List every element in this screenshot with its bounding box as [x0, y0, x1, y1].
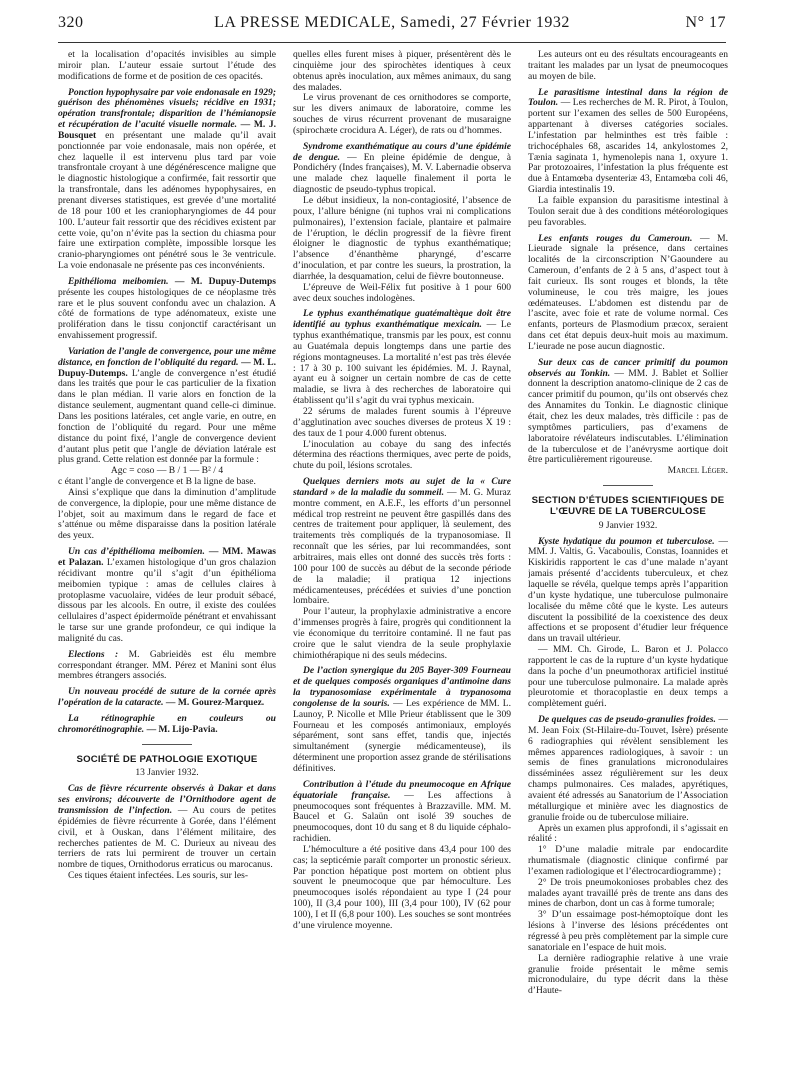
paragraph: Après un examen plus approfondi, il s’agissait en réalité :: [528, 822, 728, 845]
paragraph: Quelques derniers mots au sujet de la « Cure standard » de la maladie du sommeil. — M. G. Muraz montre comment, en A.E.F., les efforts d’un personnel médical trop restreint ne peuvent être gaspillés dans des centres de traitement pour appliquer, là seulement, des traitements très compliqués de la trypanosomiase. Il reconnaît que les séries, par lui recommandées, sont arbitraires, mais elles ont donné des succès très forts : 100 pour 100 de succès au début de la seconde période de la maladie; il pratiqua 12 injections médicamenteuses, précédées et suivies d’une ponction lombaire.: [293, 476, 511, 607]
paragraph: c étant l’angle de convergence et B la ligne de base.: [58, 476, 256, 488]
paragraph: Le parasitisme intestinal dans la région de Toulon. — Les recherches de M. R. Pirot, à Toulon, portent sur l’examen des selles de 500 Européens, appartenant à diverses catégories sociales. L’infestation par helminthes est très faible : trichocéphales 68, ascarides 14, ankylostomes 2, Tænia saginata 1, hymenolepis nana 1, oxyure 1. Par protozoaires, l’infestation la plus fréquente est due à Entamœba dysenteriæ 43, Entamœba coli 46, Giardia intestinalis 19.: [528, 86, 728, 196]
paragraph: Elections : M. Gabrieidès est élu membre correspondant étranger. MM. Pérez et Manini sont élus membres étrangers associés.: [58, 648, 276, 682]
paragraph: — MM. Ch. Girode, L. Baron et J. Polacco rapportent le cas de la rupture d’un kyste hydatique dans la poche d’un pneumothorax artificiel institué pour une tuberculose pulmonaire. La malade après pleurotomie et thoracoplastie en deux temps a complètement guéri.: [528, 644, 728, 710]
paragraph: La faible expansion du parasitisme intestinal à Toulon serait due à des conditions météorologiques peu favorables.: [528, 194, 728, 228]
paragraph: Kyste hydatique du poumon et tuberculose. — MM. J. Valtis, G. Vacaboulis, Constas, Ioannides et Kiskiridis rapportent le cas d’une malade n’ayant jamais présenté d’accidents tuberculeux, et chez laquelle se révéla, quelque temps après l’apparition d’un kyste hydatique, une tuberculose pulmonaire localisée du même côté que le kyste. Les auteurs discutent la possibilité de la coexistence des deux affections et se proposent d’étudier leur fréquence dans un travail ultérieur.: [528, 535, 728, 645]
section-date: 9 Janvier 1932.: [598, 519, 658, 531]
paragraph: Les auteurs ont eu des résultats encourageants en traitant les malades par un lysat de pneumocoques au moyen de bile.: [528, 50, 728, 82]
section-divider: [603, 485, 653, 486]
paragraph: L’inoculation au cobaye du sang des infectés détermina des réactions thermiques, avec perte de poids, chute du poil, lésions scrotales.: [293, 438, 511, 472]
paragraph: Cas de fièvre récurrente observés à Dakar et dans ses environs; découverte de l’Ornithodore agent de transmission de l’infection. — Au cours de petites épidémies de fièvre récurrente à Gorée, dans l’élément civil, et à Ouskan, dans l’élément militaire, des recherches patientes de M. C. Durieux au niveau des terriers de rats lui permirent de trouver un certain nombre de tiques, Ornithodorus erraticus ou marocanus.: [58, 783, 276, 871]
section-heading: SOCIÉTÉ DE PATHOLOGIE EXOTIQUE: [76, 753, 258, 765]
paragraph: La rétinographie en couleurs ou chromorétinographie. — M. Lijo-Pavia.: [58, 712, 276, 735]
paragraph: et la localisation d’opacités invisibles au simple miroir plan. L’auteur essaie surtout l’étude des modifications de forme et de position de ces opacités.: [58, 50, 276, 82]
paragraph: Le typhus exanthématique guatémaltèque doit être identifié au typhus exanthématique mexicain. — Le typhus exanthématique, transmis par les poux, est connu au Guatémala depuis longtemps dans une partie des régions montagneuses. La mortalité n’est pas très élevée : 17 à 30 p. 100 suivant les épidémies. M. J. Raynal, ayant eu à soigner un certain nombre de cas de cette maladie, se livra à des recherches de laboratoire qui établissent qu’il s’agit du vrai typhus mexicain.: [293, 308, 511, 407]
paragraph: Pour l’auteur, la prophylaxie administrative a encore d’immenses progrès à faire, progrès qui conditionnent la vie économique du territoire contaminé. Il ne faut pas croire que le salut viendra de la seule prophylaxie chimiothérapique ni des seuls médecins.: [293, 606, 511, 661]
header-rule: [58, 42, 726, 43]
paragraph: 1° D’une maladie mitrale par endocardite rhumatismale (diagnostic clinique confirmé par l’examen radiologique et l’électrocardiogramme) ;: [528, 844, 728, 877]
column-1: [58, 50, 276, 1072]
paragraph: De l’action synergique du 205 Bayer-309 Fourneau et de quelques composés organiques d’antimoine dans la trypanosomiase expérimentale à trypanosoma congolense de la souris. — Les expérience de MM. L. Launoy, P. Nicolle et Mlle Prieur établissent que le 309 Fourneau et les composés antimoniaux, employés séparément, sont sans effet, tandis que, injectés simultanément (synergie médicamenteuse), ils déterminent une proportion assez grande de stérilisations définitives.: [293, 665, 511, 774]
section-divider: [142, 744, 192, 745]
section-date: 13 Janvier 1932.: [135, 767, 199, 779]
column-2: [293, 50, 511, 1072]
paragraph: L’épreuve de Weil-Félix fut positive à 1 pour 600 avec deux souches indologènes.: [293, 281, 511, 304]
paragraph: 3° D’un essaimage post-hémoptoïque dont les lésions à l’inverse des lésions précédentes ont régressé à peu près complètement par la simple cure sanatoriale en l’espace de huit mois.: [528, 909, 728, 953]
paragraph: quelles elles furent mises à piquer, présentèrent dès le cinquième jour des spirochètes identiques à ceux obtenus après inoculation, aux mêmes animaux, du sang des malades.: [293, 50, 511, 93]
journal-title: LA PRESSE MEDICALE, Samedi, 27 Février 1932: [214, 14, 570, 31]
paragraph: Les enfants rouges du Cameroun. — M. Lieurade signale la présence, dans certaines localités de la circonscription N’Gaoundere au Cameroun, d’enfants de 2 à 5 ans, d’aspect tout à fait curieux. Ils sont rouges et blonds, la tête volumineuse, le cou très maigre, les joues œdémateuses. L’abdomen est distendu par de l’ascite, avec foie et rate de volume normal. Ces enfants, porteurs de Plasmodium præcox, seraient dans cet état depuis deux-huit mois au maximum. L’ieurade ne pose aucun diagnostic.: [528, 232, 728, 352]
paragraph: 2° De trois pneumokonioses probables chez des malades ayant travaillé près de trente ans dans des mines de charbon, dont un cas à forme tumorale;: [528, 876, 728, 910]
paragraph: De quelques cas de pseudo-granulies froides. — M. Jean Foix (St-Hilaire-du-Touvet, Isère) présente 6 radiographies qui révèlent sensiblement les mêmes apparences radiologiques, à savoir : un semis de fines granulations micronodulaires disséminées assez régulièrement sur les deux champs pulmonaires. Ces malades, apyrétiques, avaient été adressés au Sanatorium de l’Association métallurgique et minière avec les diagnostics de granulie froide ou de tuberculose miliaire.: [528, 714, 728, 823]
formula: Agc = coso — B / 1 — B² / 4: [110, 465, 224, 477]
paragraph: Un nouveau procédé de suture de la cornée après l’opération de la cataracte. — M. Gourez-Marquez.: [58, 686, 276, 709]
paragraph: Epithélioma meibomien. — M. Dupuy-Dutemps présente les coupes histologiques de ce néoplasme très rare et le plus souvent confondu avec un chalazion. A côté de formations de type adénomateux, existe une prolifération dans le tissu conjonctif caractérisant un envahissement progressif.: [58, 275, 276, 342]
paragraph: La dernière radiographie relative à une vraie granulie froide présentait le même semis micronodulaire, du type décrit dans la thèse d’Haute-: [528, 952, 728, 997]
page-number: 320: [58, 14, 84, 31]
paragraph: L’hémoculture a été positive dans 43,4 pour 100 des cas; la septicémie paraît comporter un pronostic sérieux. Par ponction hépatique post mortem on obtient plus souvent le pneumocoque que par hémoculture. Les pneumocoques isolés répondaient au type I (24 pour 100), II (3,4 pour 100), III (3,4 pour 100), IV (62 pour 100), I et II (6,8 pour 100). Les souches se sont montrées d’une virulence moyenne.: [293, 843, 511, 931]
paragraph: Le virus provenant de ces ornithodores se comporte, sur les divers animaux de laboratoire, comme les souches de virus récurrent provenant de musaraigne (spirochæte crocidura A. Léger), de rats ou d’hommes.: [293, 92, 511, 136]
paragraph: Contribution à l’étude du pneumocoque en Afrique équatoriale française. — Les affections à pneumocoques sont fréquentes à Brazzaville. MM. M. Baucel et G. Salaün ont isolé 39 souches de pneumocoques, dont 10 du sang et 8 du liquide céphalo-rachidien.: [293, 778, 511, 845]
paragraph: Le début insidieux, la non-contagiosité, l’absence de poux, l’allure bénigne (ni tuphos vrai ni complications pulmonaires), l’extension faciale, plantaire et palmaire de l’éruption, le déclin progressif de la fièvre firent éloigner le diagnostic de typhus exanthématique; l’absence d’énanthème pharyngé, d’escarre d’inoculation, et par contre les sueurs, la prostration, la diarrhée, la desquamation, celui de fièvre boutonneuse.: [293, 194, 511, 282]
paragraph: Sur deux cas de cancer primitif du poumon observés au Tonkin. — MM. J. Bablet et Sollier donnent la description anatomo-clinique de 2 cas de cancer primitif du poumon, qu’ils ont observés chez des Annamites du Tonkin. Le diagnostic clinique était, chez les deux malades, très difficile : pas de symptômes particuliers, pas d’examens de laboratoire révélateurs indiscutables. L’élimination de la tuberculose et de l’anévrysme aortique doit être particulièrement rigoureuse.: [528, 356, 728, 466]
paragraph: Ainsi s’explique que dans la diminution d’amplitude de convergence, la diplopie, pour une même distance de l’objet, soit au maximum dans le regard de face et s’atténue ou même disparaisse dans la position latérale des yeux.: [58, 486, 276, 542]
paragraph: Ces tiques étaient infectées. Les souris, sur les-: [68, 870, 249, 882]
paragraph: Syndrome exanthématique au cours d’une épidémie de dengue. — En pleine épidémie de dengue, à Pondichéry (Indes françaises), M. V. Labernadie observa une malade chez laquelle finalement il porta le diagnostic de pseudo-typhus tropical.: [293, 140, 511, 196]
issue-number: N° 17: [685, 14, 726, 31]
column-3: [528, 50, 728, 1072]
section-heading: SECTION D’ÉTUDES SCIENTIFIQUES DE L’ŒUVRE DE LA TUBERCULOSE: [531, 495, 725, 517]
paragraph: Ponction hypophysaire par voie endonasale en 1929; guérison des phénomènes visuels; récidive en 1931; opération transfrontale; disparition de l’hémianopsie et récupération de l’acuité visuelle normale. — M. J. Bousquet en présentant une malade qu’il avait ponctionnée par voie endonasale, mais non opérée, et chez laquelle il est intervenu plus tard par voie transfrontale croyant à une dégénérescence maligne que le diagnostic histologique a confirmée, fait ressortir que la transfrontale, dans les adénomes hypophysaires, en prenant diverses statistiques, est grevée d’une mortalité de 18 pour 100 et les craniopharyngiomes de 44 pour 100. L’auteur fait ressortir que des récidives existent par cette voie, qu’on n’évite pas la section du chiasma pour faire une extirpation complète, impossible lorsque les cranio-pharyngiomes ont pénétré sous le 3e ventricule. La voie endonasale ne présente pas ces inconvénients.: [58, 86, 276, 272]
page-header: [58, 14, 726, 40]
paragraph: Variation de l’angle de convergence, pour une même distance, en fonction de l’obliquité du regard. — M. L. Dupuy-Dutemps. L’angle de convergence n’est étudié dans les traités que pour le cas particulier de la fixation dans le plan médian. Il varie alors en fonction de la distance seulement, augmentant quand celle-ci diminue. Dans les positions latérales, cet angle varie, en outre, en fonction de l’obliquité du regard. Pour une même distance du point fixé, l’angle de convergence devient d’autant plus petit que l’angle de déviation latérale est plus grand. Cette relation est donnée par la formule :: [58, 345, 276, 466]
paragraph: 22 sérums de malades furent soumis à l’épreuve d’agglutination avec souches diverses de proteus X 19 : des taux de 1 pour 4.000 furent obtenus.: [293, 406, 511, 439]
paragraph: Un cas d’épithélioma meibomien. — MM. Mawas et Palazan. L’examen histologique d’un gros chalazion récidivant montre qu’il s’agit d’un épithélioma meibomien typique : amas de cellules claires à protoplasme vacuolaire, vidées de leur produit sébacé, dissous par les alcools. En outre, il existe des coulées cellulaires d’aspect épidermoïde pénétrant et envahissant le tarse sur une grande profondeur, ce qui indique la malignité du cas.: [58, 546, 276, 644]
signature: Marcel Léger.: [667, 465, 728, 477]
